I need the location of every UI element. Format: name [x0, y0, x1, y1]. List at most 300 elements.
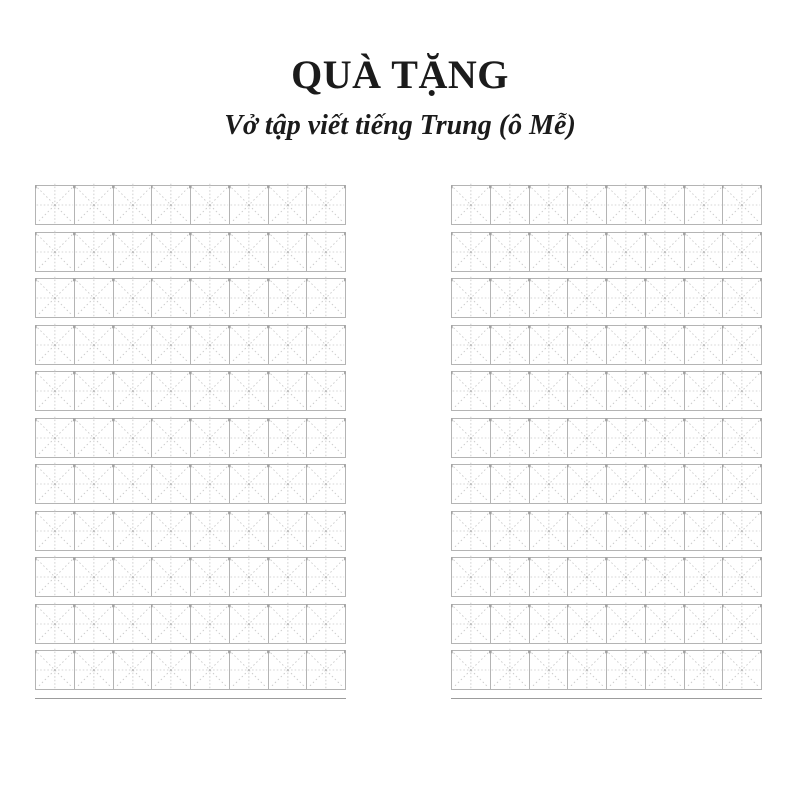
mi-grid-guides-icon — [191, 465, 229, 503]
mi-grid-guides-icon — [36, 512, 74, 550]
mi-grid-cell — [268, 418, 308, 458]
mi-grid-cell — [190, 185, 230, 225]
mi-grid-guides-icon — [114, 372, 152, 410]
mi-grid-cell — [151, 185, 191, 225]
mi-grid-guides-icon — [685, 372, 723, 410]
mi-grid-cell — [35, 604, 75, 644]
grid-row — [451, 325, 762, 365]
mi-grid-cell — [35, 650, 75, 690]
mi-grid-cell — [151, 278, 191, 318]
mi-grid-guides-icon — [36, 605, 74, 643]
mi-grid-cell — [567, 371, 607, 411]
mi-grid-cell — [74, 371, 114, 411]
practice-page-right — [451, 185, 762, 699]
mi-grid-guides-icon — [568, 651, 606, 689]
mi-grid-cell — [268, 185, 308, 225]
mi-grid-guides-icon — [269, 419, 307, 457]
mi-grid-cell — [268, 557, 308, 597]
mi-grid-guides-icon — [568, 419, 606, 457]
mi-grid-guides-icon — [607, 326, 645, 364]
mi-grid-guides-icon — [685, 186, 723, 224]
mi-grid-guides-icon — [191, 372, 229, 410]
mi-grid-cell — [190, 464, 230, 504]
mi-grid-guides-icon — [75, 465, 113, 503]
mi-grid-cell — [490, 511, 530, 551]
mi-grid-cell — [35, 464, 75, 504]
mi-grid-cell — [490, 557, 530, 597]
mi-grid-cell — [229, 511, 269, 551]
mi-grid-guides-icon — [230, 465, 268, 503]
mi-grid-guides-icon — [452, 512, 490, 550]
practice-pages — [35, 185, 762, 699]
mi-grid-guides-icon — [491, 233, 529, 271]
mi-grid-guides-icon — [491, 558, 529, 596]
mi-grid-guides-icon — [530, 186, 568, 224]
grid-row — [35, 325, 346, 365]
mi-grid-guides-icon — [269, 465, 307, 503]
mi-grid-cell — [74, 185, 114, 225]
mi-grid-cell — [451, 511, 491, 551]
mi-grid-cell — [74, 464, 114, 504]
mi-grid-guides-icon — [491, 512, 529, 550]
mi-grid-guides-icon — [723, 279, 761, 317]
mi-grid-cell — [74, 650, 114, 690]
mi-grid-cell — [606, 604, 646, 644]
mi-grid-cell — [606, 650, 646, 690]
mi-grid-guides-icon — [685, 326, 723, 364]
grid-row — [451, 232, 762, 272]
mi-grid-guides-icon — [307, 186, 345, 224]
mi-grid-guides-icon — [152, 419, 190, 457]
mi-grid-guides-icon — [607, 186, 645, 224]
mi-grid-guides-icon — [307, 512, 345, 550]
mi-grid-cell — [268, 232, 308, 272]
mi-grid-guides-icon — [75, 326, 113, 364]
mi-grid-cell — [190, 604, 230, 644]
grid-row — [451, 418, 762, 458]
mi-grid-guides-icon — [114, 419, 152, 457]
mi-grid-guides-icon — [191, 186, 229, 224]
mi-grid-cell — [684, 464, 724, 504]
mi-grid-guides-icon — [114, 186, 152, 224]
grid-row — [451, 371, 762, 411]
grid-row — [35, 232, 346, 272]
mi-grid-guides-icon — [307, 605, 345, 643]
mi-grid-guides-icon — [646, 651, 684, 689]
mi-grid-cell — [451, 232, 491, 272]
mi-grid-guides-icon — [114, 605, 152, 643]
mi-grid-guides-icon — [607, 605, 645, 643]
mi-grid-cell — [151, 325, 191, 365]
mi-grid-cell — [306, 185, 346, 225]
mi-grid-guides-icon — [452, 419, 490, 457]
mi-grid-cell — [567, 511, 607, 551]
mi-grid-guides-icon — [36, 558, 74, 596]
mi-grid-guides-icon — [452, 558, 490, 596]
mi-grid-guides-icon — [269, 326, 307, 364]
mi-grid-guides-icon — [452, 279, 490, 317]
mi-grid-cell — [722, 185, 762, 225]
grid-row — [451, 185, 762, 225]
mi-grid-cell — [306, 418, 346, 458]
mi-grid-guides-icon — [452, 465, 490, 503]
mi-grid-cell — [229, 371, 269, 411]
mi-grid-guides-icon — [191, 279, 229, 317]
mi-grid-guides-icon — [307, 465, 345, 503]
mi-grid-guides-icon — [114, 512, 152, 550]
mi-grid-guides-icon — [646, 326, 684, 364]
mi-grid-guides-icon — [685, 558, 723, 596]
mi-grid-guides-icon — [36, 186, 74, 224]
mi-grid-guides-icon — [307, 233, 345, 271]
mi-grid-cell — [645, 650, 685, 690]
mi-grid-cell — [567, 650, 607, 690]
mi-grid-cell — [722, 418, 762, 458]
grid-row — [451, 511, 762, 551]
mi-grid-guides-icon — [530, 651, 568, 689]
mi-grid-cell — [529, 650, 569, 690]
mi-grid-cell — [684, 278, 724, 318]
mi-grid-cell — [606, 232, 646, 272]
mi-grid-guides-icon — [152, 186, 190, 224]
mi-grid-cell — [490, 464, 530, 504]
mi-grid-cell — [490, 185, 530, 225]
mi-grid-guides-icon — [191, 326, 229, 364]
mi-grid-cell — [268, 604, 308, 644]
grid-row — [35, 371, 346, 411]
mi-grid-guides-icon — [307, 558, 345, 596]
mi-grid-cell — [684, 650, 724, 690]
mi-grid-guides-icon — [723, 326, 761, 364]
mi-grid-cell — [567, 232, 607, 272]
mi-grid-cell — [722, 325, 762, 365]
mi-grid-guides-icon — [723, 233, 761, 271]
mi-grid-cell — [606, 464, 646, 504]
mi-grid-guides-icon — [452, 651, 490, 689]
mi-grid-guides-icon — [530, 512, 568, 550]
mi-grid-guides-icon — [230, 326, 268, 364]
mi-grid-cell — [306, 604, 346, 644]
mi-grid-guides-icon — [114, 465, 152, 503]
practice-page-left — [35, 185, 346, 699]
mi-grid-guides-icon — [646, 186, 684, 224]
mi-grid-guides-icon — [685, 512, 723, 550]
mi-grid-guides-icon — [723, 651, 761, 689]
mi-grid-cell — [645, 325, 685, 365]
mi-grid-cell — [645, 418, 685, 458]
mi-grid-cell — [229, 557, 269, 597]
mi-grid-cell — [567, 557, 607, 597]
mi-grid-guides-icon — [152, 651, 190, 689]
mi-grid-cell — [645, 278, 685, 318]
mi-grid-cell — [722, 511, 762, 551]
mi-grid-guides-icon — [36, 233, 74, 271]
mi-grid-cell — [567, 418, 607, 458]
mi-grid-guides-icon — [723, 512, 761, 550]
mi-grid-guides-icon — [568, 558, 606, 596]
mi-grid-cell — [722, 232, 762, 272]
mi-grid-cell — [113, 464, 153, 504]
mi-grid-guides-icon — [36, 326, 74, 364]
mi-grid-cell — [190, 325, 230, 365]
mi-grid-guides-icon — [530, 605, 568, 643]
mi-grid-guides-icon — [191, 605, 229, 643]
mi-grid-cell — [684, 371, 724, 411]
mi-grid-guides-icon — [269, 279, 307, 317]
mi-grid-cell — [645, 511, 685, 551]
mi-grid-guides-icon — [568, 605, 606, 643]
mi-grid-cell — [74, 511, 114, 551]
mi-grid-guides-icon — [607, 558, 645, 596]
mi-grid-cell — [490, 325, 530, 365]
mi-grid-cell — [190, 650, 230, 690]
mi-grid-cell — [190, 232, 230, 272]
mi-grid-guides-icon — [307, 419, 345, 457]
mi-grid-cell — [229, 464, 269, 504]
mi-grid-guides-icon — [75, 233, 113, 271]
mi-grid-guides-icon — [230, 512, 268, 550]
mi-grid-guides-icon — [530, 372, 568, 410]
mi-grid-cell — [684, 418, 724, 458]
mi-grid-guides-icon — [75, 419, 113, 457]
mi-grid-guides-icon — [269, 372, 307, 410]
mi-grid-guides-icon — [230, 419, 268, 457]
mi-grid-guides-icon — [723, 419, 761, 457]
mi-grid-cell — [306, 232, 346, 272]
mi-grid-guides-icon — [607, 465, 645, 503]
mi-grid-cell — [190, 418, 230, 458]
mi-grid-guides-icon — [568, 512, 606, 550]
grid-row — [451, 604, 762, 644]
mi-grid-guides-icon — [607, 279, 645, 317]
mi-grid-guides-icon — [191, 512, 229, 550]
mi-grid-cell — [722, 650, 762, 690]
mi-grid-cell — [451, 278, 491, 318]
mi-grid-cell — [74, 278, 114, 318]
mi-grid-guides-icon — [152, 558, 190, 596]
mi-grid-guides-icon — [607, 372, 645, 410]
mi-grid-cell — [74, 232, 114, 272]
mi-grid-cell — [151, 557, 191, 597]
mi-grid-cell — [268, 511, 308, 551]
mi-grid-cell — [606, 511, 646, 551]
grid-row — [451, 557, 762, 597]
mi-grid-cell — [74, 325, 114, 365]
mi-grid-cell — [722, 278, 762, 318]
grid-row — [35, 464, 346, 504]
mi-grid-cell — [306, 511, 346, 551]
mi-grid-cell — [490, 371, 530, 411]
mi-grid-guides-icon — [114, 326, 152, 364]
mi-grid-cell — [606, 278, 646, 318]
mi-grid-guides-icon — [491, 419, 529, 457]
mi-grid-cell — [645, 185, 685, 225]
mi-grid-guides-icon — [36, 651, 74, 689]
mi-grid-guides-icon — [75, 279, 113, 317]
mi-grid-cell — [113, 278, 153, 318]
mi-grid-guides-icon — [568, 326, 606, 364]
mi-grid-guides-icon — [114, 558, 152, 596]
mi-grid-guides-icon — [723, 465, 761, 503]
mi-grid-cell — [722, 464, 762, 504]
mi-grid-guides-icon — [685, 651, 723, 689]
mi-grid-cell — [229, 278, 269, 318]
mi-grid-guides-icon — [269, 651, 307, 689]
mi-grid-cell — [567, 278, 607, 318]
mi-grid-guides-icon — [607, 233, 645, 271]
mi-grid-cell — [451, 557, 491, 597]
mi-grid-cell — [722, 604, 762, 644]
mi-grid-cell — [451, 371, 491, 411]
mi-grid-guides-icon — [269, 558, 307, 596]
mi-grid-cell — [74, 604, 114, 644]
mi-grid-cell — [113, 557, 153, 597]
mi-grid-guides-icon — [269, 512, 307, 550]
mi-grid-cell — [151, 232, 191, 272]
mi-grid-cell — [684, 511, 724, 551]
mi-grid-cell — [268, 650, 308, 690]
mi-grid-cell — [306, 650, 346, 690]
mi-grid-guides-icon — [75, 186, 113, 224]
mi-grid-guides-icon — [191, 419, 229, 457]
mi-grid-cell — [645, 371, 685, 411]
mi-grid-cell — [451, 650, 491, 690]
mi-grid-cell — [645, 557, 685, 597]
mi-grid-guides-icon — [191, 233, 229, 271]
mi-grid-guides-icon — [491, 605, 529, 643]
mi-grid-cell — [529, 604, 569, 644]
mi-grid-guides-icon — [568, 233, 606, 271]
mi-grid-cell — [151, 604, 191, 644]
mi-grid-cell — [451, 185, 491, 225]
mi-grid-cell — [113, 325, 153, 365]
mi-grid-guides-icon — [607, 512, 645, 550]
mi-grid-guides-icon — [568, 279, 606, 317]
mi-grid-guides-icon — [307, 326, 345, 364]
mi-grid-cell — [268, 371, 308, 411]
mi-grid-guides-icon — [75, 558, 113, 596]
mi-grid-cell — [306, 371, 346, 411]
mi-grid-cell — [190, 371, 230, 411]
mi-grid-cell — [684, 325, 724, 365]
mi-grid-guides-icon — [491, 326, 529, 364]
mi-grid-cell — [490, 232, 530, 272]
mi-grid-guides-icon — [152, 326, 190, 364]
mi-grid-guides-icon — [491, 372, 529, 410]
mi-grid-cell — [229, 325, 269, 365]
mi-grid-cell — [722, 371, 762, 411]
mi-grid-guides-icon — [152, 605, 190, 643]
mi-grid-guides-icon — [230, 279, 268, 317]
mi-grid-guides-icon — [452, 233, 490, 271]
mi-grid-cell — [35, 511, 75, 551]
grid-row — [35, 557, 346, 597]
mi-grid-guides-icon — [685, 279, 723, 317]
mi-grid-guides-icon — [152, 512, 190, 550]
mi-grid-guides-icon — [685, 419, 723, 457]
mi-grid-guides-icon — [230, 558, 268, 596]
mi-grid-guides-icon — [646, 419, 684, 457]
mi-grid-cell — [113, 418, 153, 458]
mi-grid-cell — [684, 557, 724, 597]
mi-grid-guides-icon — [230, 186, 268, 224]
mi-grid-guides-icon — [491, 186, 529, 224]
mi-grid-cell — [567, 604, 607, 644]
grid-row — [35, 278, 346, 318]
mi-grid-guides-icon — [269, 233, 307, 271]
mi-grid-cell — [190, 278, 230, 318]
mi-grid-cell — [229, 232, 269, 272]
mi-grid-guides-icon — [36, 372, 74, 410]
mi-grid-cell — [113, 650, 153, 690]
mi-grid-guides-icon — [75, 372, 113, 410]
grid-row — [35, 650, 346, 690]
mi-grid-cell — [190, 557, 230, 597]
mi-grid-cell — [529, 325, 569, 365]
mi-grid-cell — [684, 185, 724, 225]
mi-grid-cell — [113, 604, 153, 644]
mi-grid-guides-icon — [723, 605, 761, 643]
mi-grid-cell — [151, 464, 191, 504]
mi-grid-guides-icon — [307, 651, 345, 689]
mi-grid-guides-icon — [269, 186, 307, 224]
mi-grid-guides-icon — [607, 651, 645, 689]
mi-grid-cell — [268, 278, 308, 318]
mi-grid-guides-icon — [530, 279, 568, 317]
mi-grid-cell — [722, 557, 762, 597]
mi-grid-cell — [35, 278, 75, 318]
mi-grid-cell — [529, 464, 569, 504]
mi-grid-guides-icon — [75, 605, 113, 643]
mi-grid-cell — [151, 650, 191, 690]
mi-grid-guides-icon — [230, 651, 268, 689]
mi-grid-cell — [306, 557, 346, 597]
mi-grid-guides-icon — [36, 465, 74, 503]
mi-grid-cell — [190, 511, 230, 551]
mi-grid-guides-icon — [530, 465, 568, 503]
mi-grid-guides-icon — [646, 279, 684, 317]
mi-grid-cell — [268, 464, 308, 504]
mi-grid-cell — [229, 418, 269, 458]
mi-grid-cell — [229, 650, 269, 690]
mi-grid-guides-icon — [723, 558, 761, 596]
mi-grid-guides-icon — [152, 279, 190, 317]
mi-grid-guides-icon — [269, 605, 307, 643]
page-bottom-rule — [35, 698, 346, 699]
mi-grid-cell — [490, 650, 530, 690]
mi-grid-cell — [451, 325, 491, 365]
mi-grid-guides-icon — [723, 186, 761, 224]
mi-grid-cell — [306, 464, 346, 504]
mi-grid-guides-icon — [491, 651, 529, 689]
mi-grid-guides-icon — [568, 186, 606, 224]
mi-grid-cell — [35, 371, 75, 411]
page-bottom-rule — [451, 698, 762, 699]
mi-grid-guides-icon — [685, 233, 723, 271]
page-title: QUÀ TẶNG — [291, 52, 509, 97]
mi-grid-guides-icon — [491, 279, 529, 317]
page-subtitle: Vở tập viết tiếng Trung (ô Mễ) — [224, 110, 576, 141]
mi-grid-guides-icon — [646, 372, 684, 410]
mi-grid-guides-icon — [452, 326, 490, 364]
mi-grid-cell — [74, 557, 114, 597]
mi-grid-cell — [606, 185, 646, 225]
grid-row — [451, 464, 762, 504]
mi-grid-guides-icon — [568, 465, 606, 503]
mi-grid-cell — [113, 511, 153, 551]
mi-grid-guides-icon — [607, 419, 645, 457]
mi-grid-cell — [451, 418, 491, 458]
